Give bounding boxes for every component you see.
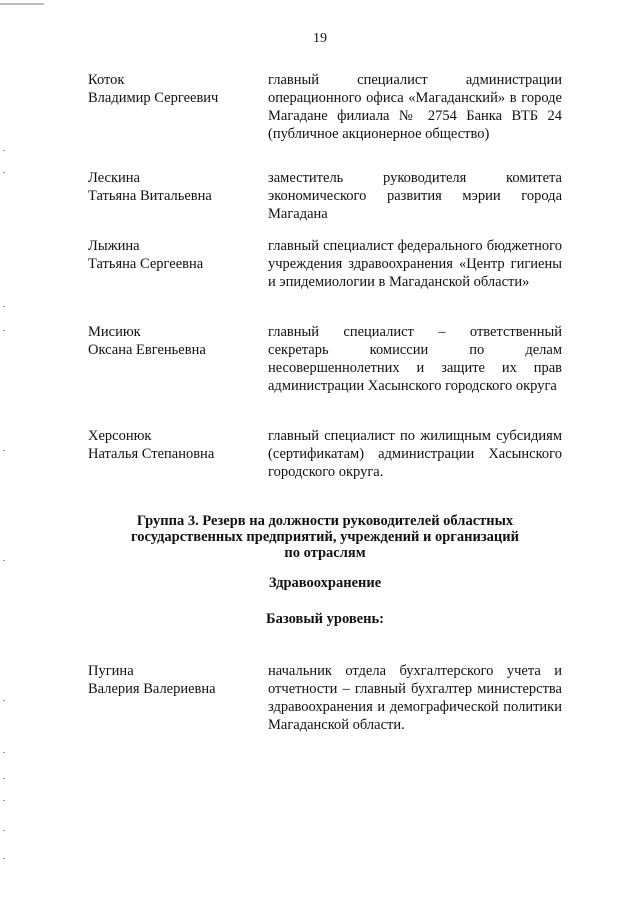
surname: Лескина xyxy=(88,170,140,186)
person-name xyxy=(88,71,258,107)
person-name xyxy=(88,237,258,273)
person-name xyxy=(88,323,258,359)
group-3-heading-line: по отраслям xyxy=(284,545,366,561)
scan-margin-marks xyxy=(3,0,5,905)
group-3-heading-line: Группа 3. Резерв на должности руководителей областных xyxy=(136,513,514,529)
given-names: Татьяна Витальевна xyxy=(88,188,212,204)
surname: Лыжина xyxy=(88,238,140,254)
person-position: главный специалист – ответственный секретарь комиссии по делам несовершеннолетних и защите их прав администрации Хасынского городского округа xyxy=(268,324,562,394)
given-names: Наталья Степановна xyxy=(88,446,215,462)
group-3-heading xyxy=(60,513,590,561)
surname: Пугина xyxy=(88,663,134,679)
surname: Херсонюк xyxy=(88,428,152,444)
person-position: главный специалист по жилищным субсидиям (сертификатам) администрации Хасынского городского округа. xyxy=(268,428,562,480)
scan-edge-mark xyxy=(0,3,44,5)
surname: Мисиюк xyxy=(88,324,141,340)
given-names: Владимир Сергеевич xyxy=(88,90,219,106)
level-heading: Базовый уровень: xyxy=(266,611,384,627)
given-names: Татьяна Сергеевна xyxy=(88,256,204,272)
person-position: начальник отдела бухгалтерского учета и отчетности – главный бухгалтер министерства здравоохранения и демографической политики Магаданской области. xyxy=(268,663,562,733)
person-position: главный специалист федерального бюджетного учреждения здравоохранения «Центр гигиены и эпидемиологии в Магаданской области» xyxy=(268,238,562,290)
given-names: Оксана Евгеньевна xyxy=(88,342,206,358)
page-number: 19 xyxy=(313,31,327,46)
person-position: главный специалист администрации операционного офиса «Магаданский» в городе Магадане филиала № 2754 Банка ВТБ 24 (публичное акционерное общество) xyxy=(268,72,562,142)
person-name xyxy=(88,662,258,698)
person-name xyxy=(88,427,258,463)
group-3-heading-line: государственных предприятий, учреждений и организаций xyxy=(130,529,519,545)
sector-heading: Здравоохранение xyxy=(268,575,382,591)
given-names: Валерия Валериевна xyxy=(88,681,216,697)
surname: Коток xyxy=(88,72,125,88)
person-name xyxy=(88,169,258,205)
person-position: заместитель руководителя комитета экономического развития мэрии города Магадана xyxy=(268,170,562,222)
